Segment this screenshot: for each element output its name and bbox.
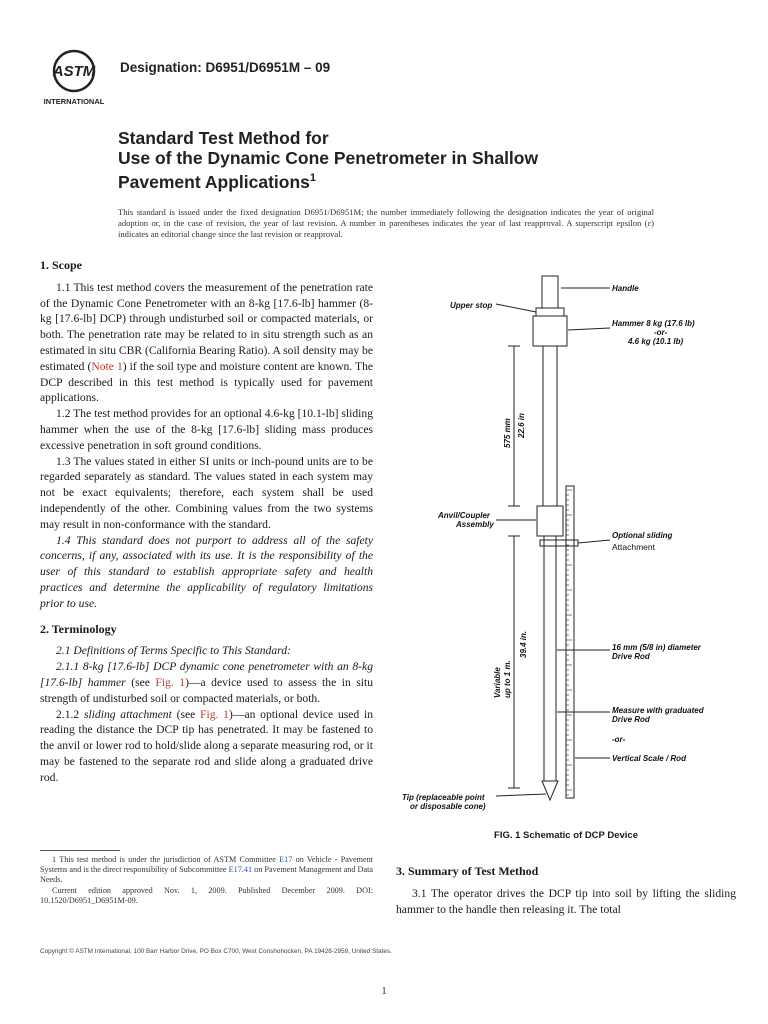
label-hammer-or: -or- (654, 328, 668, 337)
footnotes (40, 855, 373, 906)
section-heading-scope: 1. Scope (40, 258, 82, 272)
label-tip-2: or disposable cone) (410, 802, 486, 811)
document-title (118, 128, 678, 192)
title-line-2: Use of the Dynamic Cone Penetrometer in Shallow (118, 148, 539, 168)
label-anvil-2: Assembly (456, 520, 494, 529)
footnote-2: Current edition approved Nov. 1, 2009. Published December 2009. DOI: 10.1520/D6951_D6951M-09. (40, 885, 373, 905)
label-measure-2: Drive Rod (612, 715, 650, 724)
label-hammer-1: Hammer 8 kg (17.6 lb) (612, 319, 695, 328)
label-39-4in: 39.4 in. (519, 630, 528, 658)
upper-stop-shape (536, 308, 564, 316)
svg-text:ASTM: ASTM (52, 63, 96, 80)
hammer-shape (533, 316, 567, 346)
note-1-link[interactable]: Note 1 (91, 359, 123, 373)
svg-text:INTERNATIONAL: INTERNATIONAL (43, 97, 105, 106)
label-variable-2: up to 1 m. (503, 660, 512, 698)
section-heading-summary: 3. Summary of Test Method (396, 864, 539, 878)
label-variable-1: Variable (493, 667, 502, 698)
astm-logo (40, 47, 108, 107)
paragraph-3-1: 3.1 The operator drives the DCP tip into soil by lifting the sliding hammer to the handle then releasing it. The total (396, 886, 736, 916)
footnote-1: 1 This test method is under the jurisdiction of ASTM Committee E17 on Vehicle - Pavement Systems and is the direct responsibility of Subcommittee E17.41 on Pavement Management and Data Needs. (40, 855, 373, 885)
label-sliding-1: Optional sliding (612, 531, 673, 540)
paragraph-1-3: 1.3 The values stated in either SI units or inch-pound units are to be regarded separately as standard. The values stated in each system may not be exact equivalents; therefore, each system shall be used independently of the other. Combining values from the two systems may result in non-conformance with the standard. (40, 454, 373, 531)
vertical-scale-shape (566, 486, 574, 798)
label-measure-1: Measure with graduated (612, 706, 704, 715)
paragraph-2-1: 2.1 Definitions of Terms Specific to This Standard: (56, 644, 291, 658)
title-line-1: Standard Test Method for (118, 128, 329, 148)
committee-link[interactable]: E17 (279, 855, 293, 864)
label-575mm: 575 mm (503, 418, 512, 448)
paragraph-1-2: 1.2 The test method provides for an optional 4.6-kg [10.1-lb] sliding hammer when the use of the 8-kg [17.6-lb] sliding mass produces excessive penetration in soft ground conditions. (40, 407, 373, 452)
label-upper-stop: Upper stop (450, 301, 493, 310)
drive-rod-shape (544, 536, 556, 781)
designation: Designation: D6951/D6951M – 09 (120, 60, 331, 75)
paragraph-2-1-1: 2.1.1 8-kg [17.6-lb] DCP dynamic cone penetrometer with an 8-kg [17.6-lb] hammer (see Fig. 1)—a device used to assess the in situ strength of undisturbed soil or compacted materials, or both. (40, 660, 374, 705)
upper-rod-shape (543, 346, 557, 506)
footnote-divider (40, 850, 120, 851)
paragraph-2-1-2: 2.1.2 sliding attachment (see Fig. 1)—an optional device used in reading the distance the DCP tip has penetrated. It may be fastened to the anvil or lower rod to hold/slide along a separate measuring rod, or it may be fastened to the separate rod and slide along a graduated drive rod. (40, 707, 373, 784)
scale-ticks (566, 490, 572, 795)
dcp-schematic (396, 258, 736, 818)
label-tip-1: Tip (replaceable point (402, 793, 485, 802)
label-hammer-2: 4.6 kg (10.1 lb) (628, 337, 684, 346)
right-column (396, 864, 736, 917)
title-line-3: Pavement Applications$^1$ (118, 171, 317, 192)
label-rod-2: Drive Rod (612, 652, 650, 661)
label-sliding-2: Attachment (612, 542, 655, 552)
tip-shape (542, 781, 558, 800)
label-or: -or- (612, 735, 626, 744)
anvil-shape (537, 506, 563, 536)
figure-caption: FIG. 1 Schematic of DCP Device (494, 830, 638, 841)
fig-1-link[interactable]: Fig. 1 (200, 707, 229, 721)
section-heading-terminology: 2. Terminology (40, 621, 117, 636)
left-column (40, 258, 373, 786)
handle-shape (542, 276, 558, 308)
fig-1-link[interactable]: Fig. 1 (155, 675, 186, 689)
paragraph-1-1: 1.1 This test method covers the measurement of the penetration rate of the Dynamic Cone Penetrometer with an 8-kg [17.6-lb] hammer (8-kg [17.6-lb] DCP) through undisturbed soil or compacted materials, or both. The penetration rate may be related to in situ strength such as an estimated in situ CBR (California Bearing Ratio). A soil density may be estimated (Note 1) if the soil type and moisture content are known. The DCP described in this test method is typically used for pavement applications. (40, 280, 374, 405)
paragraph-1-4: 1.4 This standard does not purport to address all of the safety concerns, if any, associated with its use. It is the responsibility of the user of this standard to establish appropriate safety and health practices and determine the applicability of regulatory limitations prior to use. (40, 533, 373, 610)
copyright-line: Copyright © ASTM International, 100 Barr Harbor Drive, PO Box C700, West Conshohocken, PA 19428-2959, United States. (40, 948, 392, 955)
subcommittee-link[interactable]: E17.41 (228, 865, 253, 875)
title-footnote-mark: 1 (309, 172, 317, 184)
sliding-attachment-shape (540, 540, 578, 546)
label-anvil-1: Anvil/Coupler (438, 511, 491, 520)
label-handle: Handle (612, 284, 639, 293)
issuance-note: This standard is issued under the fixed designation D6951/D6951M; the number immediately following the designation indicates the year of original adoption or, in the case of revision, the year of last revision. A number in parentheses indicates the year of last reapproval. A superscript epsilon (ε) indicates an editorial change since the last revision or reapproval. (118, 207, 654, 239)
label-vertical-scale: Vertical Scale / Rod (612, 754, 686, 763)
label-22-6in: 22.6 in (517, 413, 526, 438)
page-number: 1 (381, 986, 387, 997)
label-rod-1: 16 mm (5/8 in) diameter (612, 643, 701, 652)
